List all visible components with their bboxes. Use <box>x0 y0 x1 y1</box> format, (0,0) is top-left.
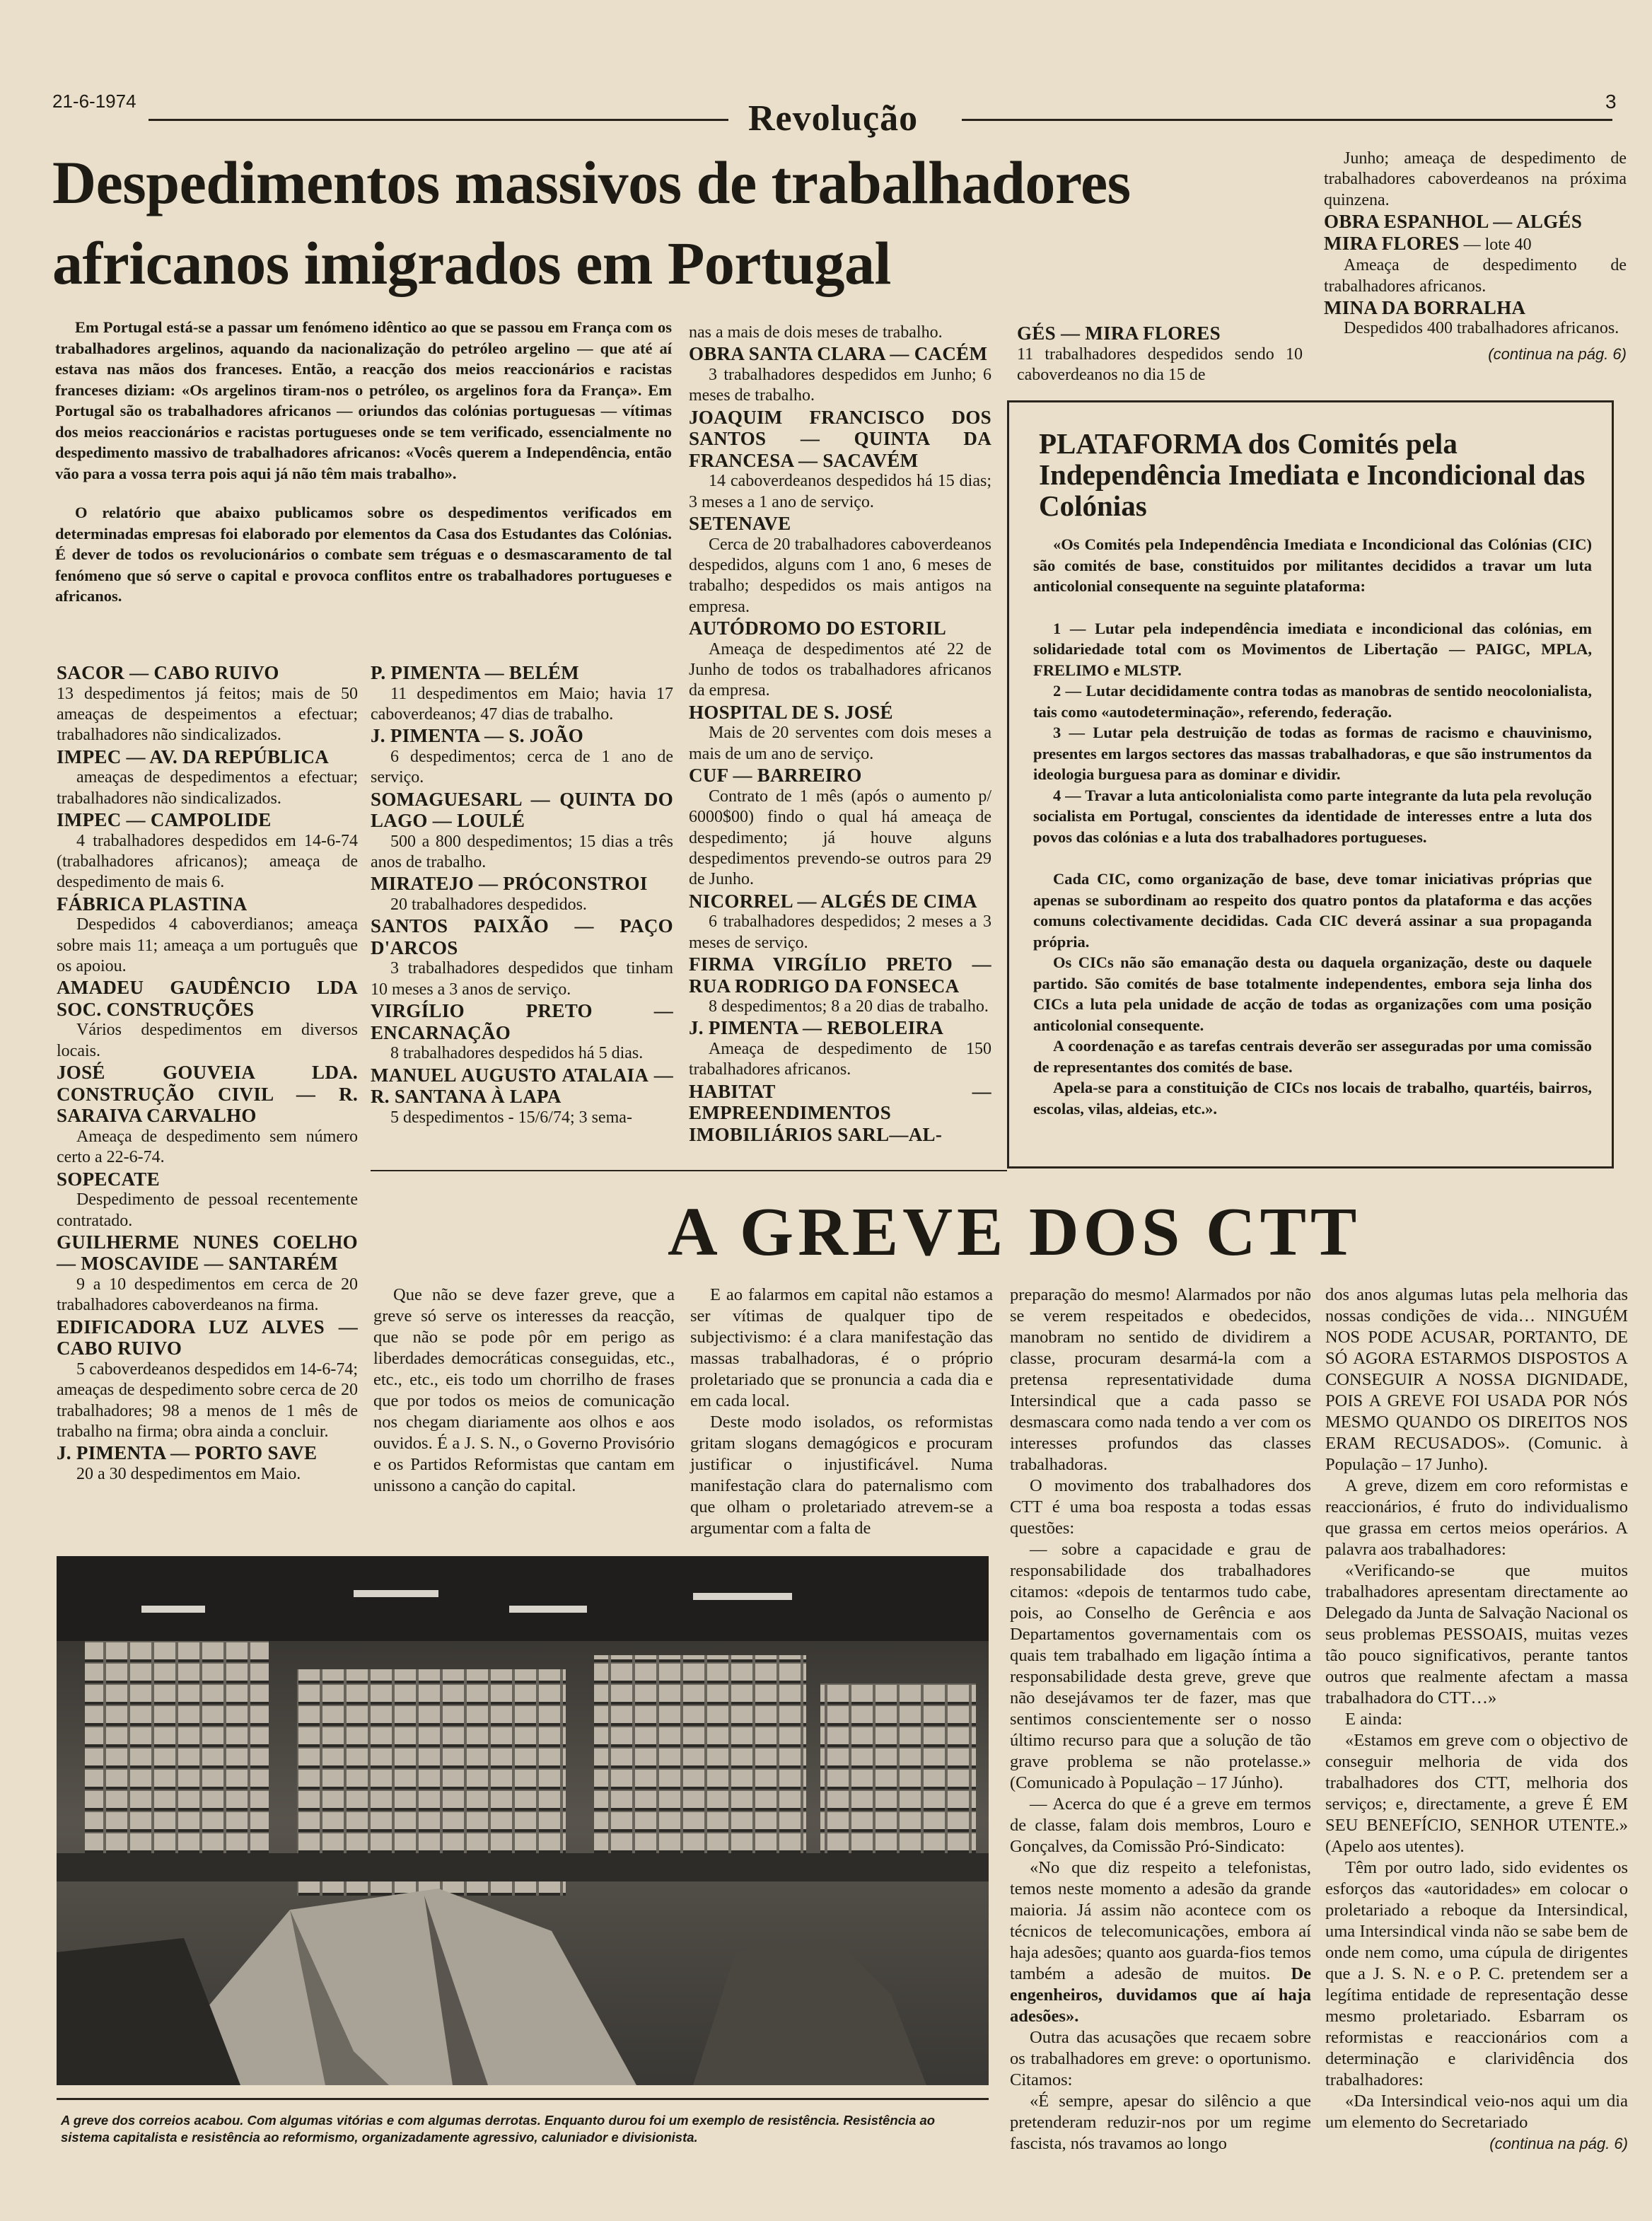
company-report: Despedimento de pessoal recentemente contratado. <box>57 1190 358 1230</box>
company-name: FÁBRICA PLASTINA <box>57 893 248 915</box>
article-title-line1: Despedimentos massivos de trabalhadores <box>52 149 1131 216</box>
list-item <box>371 915 673 1000</box>
greve-source: (Comunic. à População – 17 Junho). <box>1325 1434 1628 1474</box>
list-item <box>689 343 991 406</box>
greve-quote-text: «No que diz respeito a telefonistas, temos neste momento a adesão da grande maioria. Já assim não acontece com os técnicos de telecomunicações, embora aí haja adesões; quanto aos guarda-fios temos também a adesão de muitos. <box>1010 1858 1311 1983</box>
plataforma-paragraph: A coordenação e as tarefas centrais deverão ser asseguradas por uma comissão de representantes dos comités de base. <box>1033 1037 1592 1076</box>
company-name: HOSPITAL DE S. JOSÉ <box>689 701 893 723</box>
greve-paragraph: A greve, dizem em coro reformistas e reaccionários, é fruto do individualismo que grassa em certos meios operários. A palavra aos trabalhadores: <box>1325 1476 1628 1559</box>
company-report: Despedidos 400 trabalhadores africanos. <box>1344 319 1619 338</box>
company-report: 5 despedimentos - 15/6/74; 3 sema- <box>390 1108 632 1127</box>
issue-date: 21-6-1974 <box>52 91 136 112</box>
list-item <box>371 725 673 788</box>
company-name: GÉS — MIRA FLORES <box>1017 323 1221 344</box>
greve-text: dos anos algumas lutas pela melhoria das nossas condições de vida… <box>1325 1285 1628 1326</box>
company-report: 500 a 800 despedimentos; 15 dias a três anos de trabalho. <box>371 832 673 872</box>
greve-paragraph: «Da Intersindical veio-nos aqui um dia um elemento do Secretariado <box>1325 2092 1628 2132</box>
list-item <box>57 809 358 893</box>
list-item <box>689 702 991 765</box>
list-item <box>689 953 991 1017</box>
list-item <box>371 662 673 725</box>
company-name: AMADEU GAUDÊNCIO LDA SOC. CONSTRUÇÕES <box>57 977 358 1020</box>
list-item <box>689 513 991 617</box>
company-report: 11 trabalhadores despedidos sendo 10 caboverdeanos no dia 15 de <box>1017 344 1303 384</box>
company-report: Ameaça de despedimento sem número certo a 22-6-74. <box>57 1127 358 1167</box>
company-report: Despedidos 4 caboverdianos; ameaça sobre mais 11; ameaça a um português que os apoiou. <box>57 915 358 976</box>
list-item <box>689 617 991 702</box>
company-name: OBRA ESPANHOL — ALGÉS <box>1324 211 1583 233</box>
greve-column-1 <box>373 1285 675 1497</box>
plataforma-title: PLATAFORMA dos Comités pela Independência Imediata e Incondicional das Colónias <box>1039 427 1586 522</box>
company-report: 20 trabalhadores despedidos. <box>390 895 587 914</box>
masthead: Revolução <box>748 98 919 139</box>
greve-paragraph: E ainda: <box>1345 1710 1402 1729</box>
plataforma-point-3: 3 — Lutar pela destruição de todas as formas de racismo e chauvinismo, presentes em largos sectores das massas trabalhadoras, e que são instrumentos da ideologia burguesa para as dominar e dividir. <box>1033 724 1592 783</box>
list-item <box>57 746 358 809</box>
company-report: 14 caboverdeanos despedidos há 15 dias; 3 meses a 1 ano de serviço. <box>689 472 991 511</box>
continuation-note: (continua na pág. 6) <box>1489 2135 1628 2152</box>
list-item <box>57 1316 358 1443</box>
list-item <box>57 1169 358 1231</box>
list-item <box>57 893 358 978</box>
list-item <box>57 1442 358 1485</box>
column-continuation: nas a mais de dois meses de trabalho. <box>689 323 943 342</box>
company-name: JOAQUIM FRANCISCO DOS SANTOS — QUINTA DA FRANCESA — SACAVÉM <box>689 406 991 471</box>
company-name: CUF — BARREIRO <box>689 765 862 787</box>
company-lot: — lote 40 <box>1463 235 1532 254</box>
company-name: GUILHERME NUNES COELHO — MOSCAVIDE — SANTARÉM <box>57 1231 358 1275</box>
company-report: Junho; ameaça de despedimento de trabalhadores caboverdeanos na próxima quinzena. <box>1324 149 1627 209</box>
company-name: P. PIMENTA — BELÉM <box>371 662 579 683</box>
greve-paragraph: E ao falarmos em capital não estamos a ser vítimas de qualquer tipo de subjectivismo: é a clara manifestação das massas trabalhadoras, é o próprio proletariado que se pronuncia a cada dia e em cada local. <box>690 1285 993 1410</box>
company-report: Ameaça de despedimentos até 22 de Junho de todos os trabalhadores africanos da empresa. <box>689 639 991 700</box>
plataforma-paragraph: «Os Comités pela Independência Imediata e Incondicional das Colónias (CIC) são comités de base, constituidos por militantes decididos a travar um luta anticolonial consequente na seguinte plataforma: <box>1033 535 1592 595</box>
company-report: 20 a 30 despedimentos em Maio. <box>76 1464 301 1483</box>
company-name: MIRA FLORES <box>1324 232 1460 254</box>
greve-title: A GREVE DOS CTT <box>668 1194 1361 1270</box>
plataforma-point-4: 4 — Travar a luta anticolonialista como parte integrante da luta pela revolução socialista em Portugal, conscientes da identidade de interesses entre a luta dos povos das colónias e a luta dos trabalhadores portugueses. <box>1033 786 1592 846</box>
plataforma-box <box>1007 400 1614 1169</box>
company-report: 3 trabalhadores despedidos que tinham 10 meses a 3 anos de serviço. <box>371 959 673 999</box>
company-name: JOSÉ GOUVEIA LDA. CONSTRUÇÃO CIVIL — R. SARAIVA CARVALHO <box>57 1062 358 1127</box>
company-report: 3 trabalhadores despedidos em Junho; 6 meses de trabalho. <box>689 365 991 405</box>
list-item <box>371 1065 673 1128</box>
greve-paragraph: «Verificando-se que muitos trabalhadores apresentam directamente ao Delegado da Junta de Salvação Nacional os seus problemas PESSOAIS, muitas vezes tão pouco significativos, perante tantos outros que realmente afectam a massa trabalhadora do CTT…» <box>1325 1561 1628 1707</box>
plataforma-point-1: 1 — Lutar pela independência imediata e incondicional das colónias, em solidariedade total com os Movimentos de Libertação — PAIGC, MPLA, FRELIMO e MLSTP. <box>1033 619 1592 679</box>
company-name: MANUEL AUGUSTO ATALAIA — R. SANTANA À LAPA <box>371 1064 673 1108</box>
list-item <box>57 1231 358 1316</box>
report-column-4 <box>1017 323 1303 385</box>
plataforma-paragraph: Cada CIC, como organização de base, deve tomar iniciativas próprias que apenas se subordinam ao respeito dos quatro pontos da plataforma e das acções comuns colectivamente decididas. Cada CIC deverá assinar a sua propaganda própria. <box>1033 870 1592 951</box>
greve-paragraph: «Estamos em greve com o objectivo de conseguir melhoria de vida dos trabalhadores dos CTT, melhoria dos serviços; e, directamente, a greve É EM SEU BENEFÍCIO, SENHOR UTENTE.» (Apelo aos utentes). <box>1325 1731 1628 1856</box>
company-report: 6 trabalhadores despedidos; 2 meses a 3 meses de serviço. <box>689 912 991 952</box>
continuation-note: (continua na pág. 6) <box>1488 344 1627 363</box>
plataforma-paragraph: Apela-se para a constituição de CICs nos locais de trabalho, quartéis, bairros, escolas, vilas, aldeias, etc.». <box>1033 1079 1592 1118</box>
post-office-photo-image <box>57 1556 989 2085</box>
company-name: SOPECATE <box>57 1168 160 1190</box>
company-name: SACOR — CABO RUIVO <box>57 662 279 683</box>
company-name: AUTÓDROMO DO ESTORIL <box>689 617 947 639</box>
company-name: SANTOS PAIXÃO — PAÇO D'ARCOS <box>371 915 673 958</box>
company-name: SOMAGUESARL — QUINTA DO LAGO — LOULÉ <box>371 788 673 832</box>
company-name: IMPEC — CAMPOLIDE <box>57 809 272 831</box>
company-report: 4 trabalhadores despedidos em 14-6-74 (trabalhadores africanos); ameaça de despedimento de mais 6. <box>57 831 358 892</box>
company-name: EDIFICADORA LUZ ALVES — CABO RUIVO <box>57 1316 358 1359</box>
greve-paragraph: preparação do mesmo! Alarmados por não se verem respeitados e obedecidos, manobram no sentido de dividirem a classe, procuram desarmá-la com a pretensa representatividade duma Intersindical que a cada passo se desmascara como nada tendo a ver com os interesses profundos das classes trabalhadoras. <box>1010 1285 1311 1474</box>
masthead-rule-right <box>962 119 1612 121</box>
company-report: Ameaça de despedimento de trabalhadores africanos. <box>1324 256 1627 296</box>
greve-column-3 <box>1010 1285 1311 2155</box>
company-name: J. PIMENTA — REBOLEIRA <box>689 1017 944 1039</box>
article-intro <box>55 317 672 607</box>
list-item <box>689 1081 991 1146</box>
intro-paragraph-1: Em Portugal está-se a passar um fenómeno idêntico ao que se passou em França com os trabalhadores argelinos, aquando da nacionalização do petróleo argelino — que até aí estava nas mãos dos franceses. Então, a reacção dos meios reaccionários e racistas franceses diziam: «Os argelinos tiram-nos o petróleo, os argelinos fora da França». Em Portugal são os trabalhadores africanos — oriundos das colónias portuguesas — vítimas dos meios reaccionários e racistas portugueses onde se tem verificado, essencialmente no despedimento massivo de trabalhadores africanos: «Vocês querem a Independência, então vão para a vossa terra pois aqui já não têm mais trabalho». <box>55 318 672 482</box>
list-item <box>689 1017 991 1080</box>
greve-paragraph: Que não se deve fazer greve, que a greve só serve os interesses da reacção, que não se pode pôr em perigo as liberdades democráticas conseguidas, etc., etc., etc., eis todo um chorrilho de frases que por todos os meios de comunicação nos chegam diariamente aos olhos e aos ouvidos. É a J. S. N., o Governo Provisório e os Partidos Reformistas que cantam em unissono a canção do capital. <box>373 1285 675 1495</box>
company-report: Vários despedimentos em diversos locais. <box>57 1021 358 1060</box>
company-name: J. PIMENTA — S. JOÃO <box>371 725 584 747</box>
post-office-photo <box>57 1556 989 2085</box>
report-column-3 <box>689 323 991 1145</box>
company-report: 6 despedimentos; cerca de 1 ano de serviço. <box>371 747 673 787</box>
list-item <box>371 873 673 915</box>
greve-paragraph: Deste modo isolados, os reformistas gritam slogans demagógicos e procuram justificar o injustificável. Numa manifestação clara do paternalismo com que olham o proletariado atrevem-se a argumentar com a falta de <box>690 1413 993 1538</box>
company-report: ameaças de despedimentos a efectuar; trabalhadores não sindicalizados. <box>57 768 358 808</box>
greve-quote <box>1010 1857 1311 2027</box>
greve-column-2 <box>690 1285 993 1539</box>
list-item <box>689 407 991 513</box>
company-report: 8 despedimentos; 8 a 20 dias de trabalho. <box>709 997 989 1016</box>
report-column-5 <box>1324 149 1627 364</box>
company-report: Ameaça de despedimento de 150 trabalhadores africanos. <box>689 1039 991 1079</box>
article-title-line2: africanos imigrados em Portugal <box>52 229 891 297</box>
list-item <box>371 1000 673 1064</box>
masthead-rule-left <box>149 119 728 121</box>
company-name: VIRGÍLIO PRETO — ENCARNAÇÃO <box>371 1000 673 1043</box>
intro-paragraph-2: O relatório que abaixo publicamos sobre os despedimentos verificados em determinadas empresas foi elaborado por elementos da Casa dos Estudantes das Colónias. É dever de todos os revolucionários o combate sem tréguas e o desmascaramento de tal fenómeno que só serve o capital e provoca conflitos entre os trabalhadores portugueses e africanos. <box>55 504 672 605</box>
company-report: 5 caboverdeanos despedidos em 14-6-74; ameaças de despedimento sobre cerca de 20 trabalhadores; 98 a menos de 1 mês de trabalho na firma; obra ainda a concluir. <box>57 1359 358 1441</box>
list-item <box>57 1062 358 1168</box>
company-report: Cerca de 20 trabalhadores caboverdeanos despedidos, alguns com 1 ano, 6 meses de trabalho; despedidos os mais antigos na empresa. <box>689 535 991 616</box>
list-item <box>371 789 673 874</box>
plataforma-paragraph: Os CICs não são emanação desta ou daquela organização, deste ou daquele partido. São comités de base totalmente independentes, embora seja linha dos CICs a luta pela unidade de acção de todas as organizações com uma posição anticolonial consequente. <box>1033 953 1592 1034</box>
list-item <box>689 891 991 953</box>
greve-caps: NINGUÉM NOS PODE ACUSAR, PORTANTO, DE SÓ AGORA ESTARMOS DISPOSTOS A CONSEGUIR A NOSSA DIGNIDADE, POIS A GREVE FOI USADA POR NÓS MESMO QUANDO OS DIREITOS NOS ERAM RECUSADOS». <box>1325 1306 1628 1453</box>
plataforma-body <box>1033 534 1592 1119</box>
greve-paragraph <box>1325 1285 1628 1475</box>
list-item <box>57 977 358 1062</box>
report-column-2 <box>371 662 673 1128</box>
caption-rule <box>57 2098 989 2100</box>
list-item <box>1324 233 1627 255</box>
page-number: 3 <box>1605 91 1617 112</box>
greve-paragraph: Têm por outro lado, sido evidentes os esforços das «autoridades» em colocar o proletariado a reboque da Intersindical, uma Intersindical vinda não se sabe bem de onde nem como, uma cúpula de dirigentes que a J. S. N. e o P. C. pretendem ser a legítima entidade de representação desse mesmo proletariado. Esbarram os reformistas e reaccionários com a determinação e clarividência dos trabalhadores: <box>1325 1858 1628 2089</box>
company-name: SETENAVE <box>689 513 791 535</box>
plataforma-point-2: 2 — Lutar decididamente contra todas as manobras de sentido neocolonialista, tais como «autodeterminação», referendo, federação. <box>1033 682 1592 721</box>
company-name: MINA DA BORRALHA <box>1324 296 1526 318</box>
greve-column-4 <box>1325 1285 1628 2155</box>
greve-paragraph: O movimento dos trabalhadores dos CTT é uma boa resposta a todas essas questões: <box>1010 1476 1311 1538</box>
greve-paragraph: «É sempre, apesar do silêncio a que pretenderam reduzir-nos por um regime fascista, nós travamos ao longo <box>1010 2092 1311 2153</box>
company-report: 11 despedimentos em Maio; havia 17 caboverdeanos; 47 dias de trabalho. <box>371 684 673 724</box>
company-report: Contrato de 1 mês (após o aumento p/ 6000$00) findo o qual há ameaça de despedimento; já houve alguns despedimentos prevendo-se outros para 29 de Junho. <box>689 787 991 889</box>
company-report: 13 despedimentos já feitos; mais de 50 ameaças de despeimentos a efectuar; trabalhadores não sindicalizados. <box>57 684 358 745</box>
company-report: 9 a 10 despedimentos em cerca de 20 trabalhadores caboverdeanos na firma. <box>57 1275 358 1315</box>
company-name: NICORREL — ALGÉS DE CIMA <box>689 890 977 912</box>
company-report: Mais de 20 serventes com dois meses a mais de um ano de serviço. <box>689 724 991 763</box>
list-item <box>57 662 358 746</box>
company-report: 8 trabalhadores despedidos há 5 dias. <box>390 1044 644 1063</box>
greve-quote-bold: De engenheiros, duvidamos que aí haja adesões». <box>1010 1964 1312 2026</box>
company-name: MIRATEJO — PRÓCONSTROI <box>371 873 648 895</box>
greve-paragraph: — sobre a capacidade e grau de responsabilidade dos trabalhadores citamos: «depois de tentarmos tudo cabe, pois, ao Conselho de Gerência e aos Departamentos governamentais com os quais tem trabalhado em ligação íntima a responsabilidade desta greve, greve que não desejávamos ter de fazer, mas que sentimos conscientemente ser o nosso último recurso para que a solução de tão grave problema se não protelasse.» (Comunicado à População – 17 Júnho). <box>1010 1540 1311 1792</box>
company-name: FIRMA VIRGÍLIO PRETO — RUA RODRIGO DA FONSECA <box>689 953 991 997</box>
company-name: HABITAT — EMPREENDIMENTOS IMOBILIÁRIOS SARL—AL- <box>689 1080 991 1145</box>
column-rule <box>371 1170 1007 1171</box>
report-column-1 <box>57 662 358 1485</box>
greve-paragraph: Outra das acusações que recaem sobre os trabalhadores em greve: o oportunismo. Citamos: <box>1010 2028 1311 2089</box>
company-name: IMPEC — AV. DA REPÚBLICA <box>57 746 330 767</box>
photo-caption: A greve dos correios acabou. Com algumas vitórias e com algumas derrotas. Enquanto durou foi um exemplo de resistência. Resistência ao sistema capitalista e resistência ao reformismo, organizadamente agressivo, caluniador e divisionista. <box>61 2113 936 2145</box>
company-name: OBRA SANTA CLARA — CACÉM <box>689 343 988 365</box>
list-item <box>689 765 991 891</box>
greve-paragraph: — Acerca do que é a greve em termos de classe, falam dois membros, Louro e Gonçalves, da Comissão Pró-Sindicato: <box>1010 1794 1311 1856</box>
company-name: J. PIMENTA — PORTO SAVE <box>57 1442 318 1464</box>
